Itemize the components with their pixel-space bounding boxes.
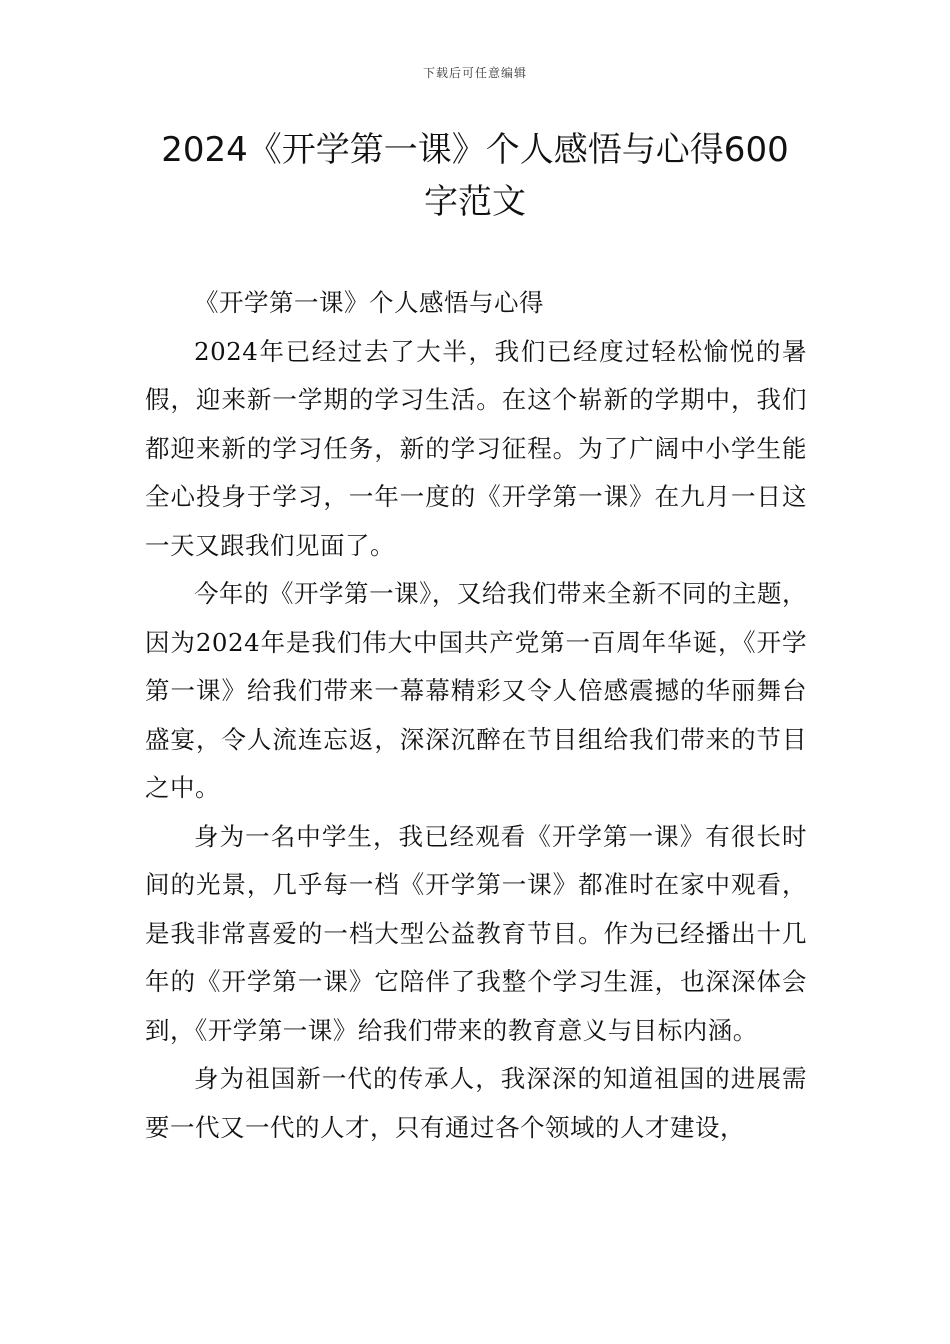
title-line-2: 字范文 — [424, 182, 526, 222]
paragraph-1: 2024年已经过去了大半，我们已经度过轻松愉悦的暑假，迎来新一学期的学习生活。在这个崭新的学期中，我们都迎来新的学习任务，新的学习征程。为了广阔中小学生能全心投身于学习，一年一度的《开学第一课》在九月一日这一天又跟我们见面了。 — [145, 336, 807, 560]
paragraph-2: 今年的《开学第一课》，又给我们带来全新不同的主题，因为2024年是我们伟大中国共产党第一百周年华诞，《开学第一课》给我们带来一幕幕精彩又令人倍感震撼的华丽舞台盛宴，令人流连忘返，深深沉醉在节目组给我们带来的节目之中。 — [145, 579, 807, 802]
paragraph-4: 身为祖国新一代的传承人，我深深的知道祖国的进展需要一代又一代的人才，只有通过各个领域的人才建设， — [145, 1064, 807, 1142]
document-title — [145, 124, 805, 228]
paragraph-3: 身为一名中学生，我已经观看《开学第一课》有很长时间的光景，几乎每一档《开学第一课》都准时在家中观看，是我非常喜爱的一档大型公益教育节目。作为已经播出十几年的《开学第一课》它陪伴了我整个学习生涯，也深深体会到，《开学第一课》给我们带来的教育意义与目标内涵。 — [145, 821, 807, 1045]
page-header-note: 下载后可任意编辑 — [422, 66, 527, 80]
section-heading: 《开学第一课》个人感悟与心得 — [194, 288, 544, 317]
document-body — [145, 279, 807, 1152]
title-line-1: 2024《开学第一课》个人感悟与心得600 — [161, 130, 789, 170]
